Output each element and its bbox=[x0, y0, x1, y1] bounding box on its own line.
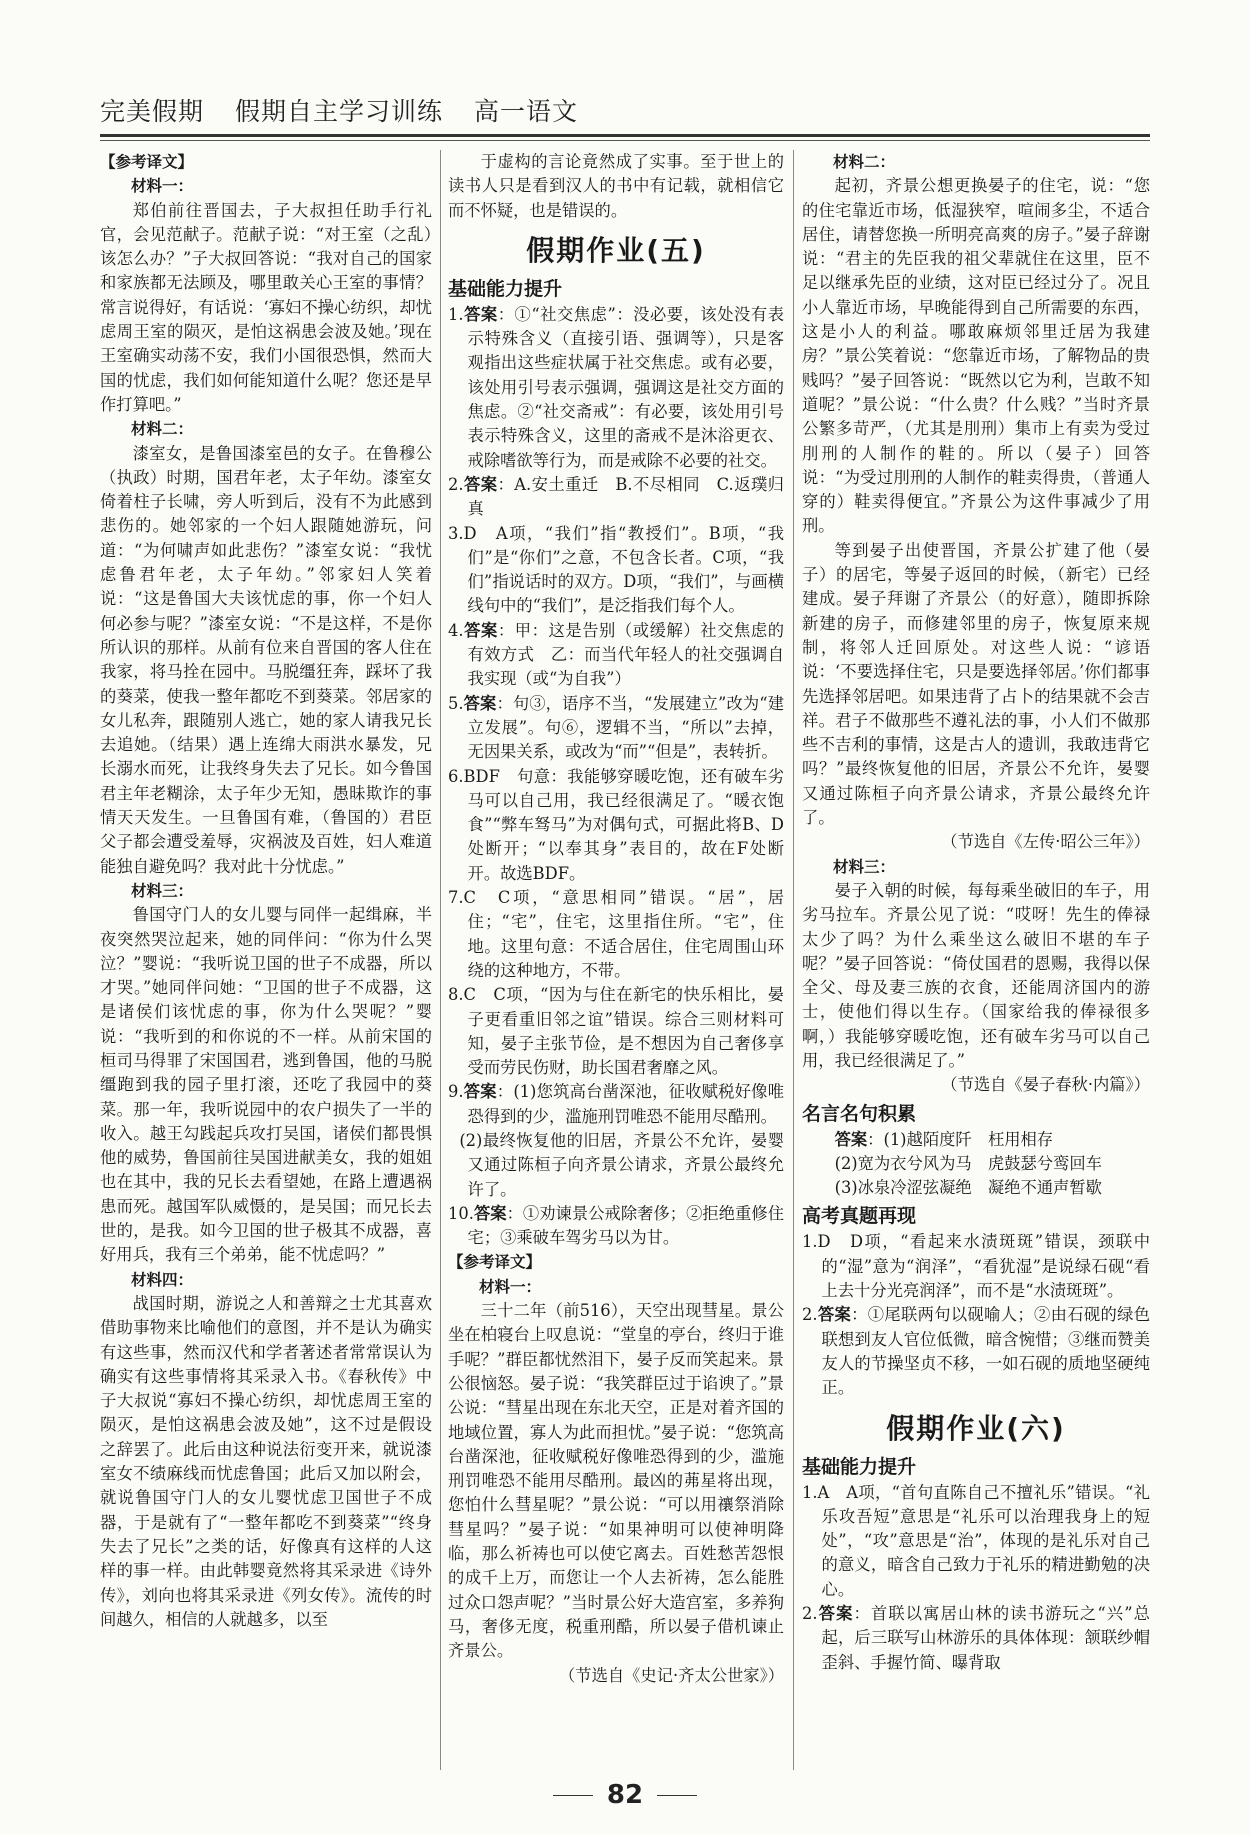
column-1 bbox=[100, 150, 432, 1632]
assignment-title: 假期作业(五) bbox=[526, 233, 706, 267]
header-rule-thick bbox=[100, 134, 1150, 137]
answer-item: 4.答案：甲：这是告别（或缓解）社交焦虑的有效方式 乙：而当代年轻人的社交强调自我实现（或“为自我”） bbox=[448, 620, 784, 689]
reference-translation-title: 【参考译文】 bbox=[448, 1253, 542, 1272]
column-3 bbox=[802, 150, 1150, 1675]
section-heading: 基础能力提升 bbox=[802, 1455, 917, 1478]
answer-item: 5.答案：句③，语序不当，“发展建立”改为“建立发展”。句⑥，逻辑不当，“所以”去掉，无因果关系，或改为“而”“但是”，表转折。 bbox=[448, 693, 784, 762]
answer-item: 6.BDF 句意：我能够穿暖吃饱，还有破车劣马可以自己用，我已经很满足了。“暖衣饱食”“弊车驽马”为对偶句式，可据此将B、D处断开；“以奉其身”表目的，故在F处断开。故选BDF。 bbox=[448, 766, 784, 883]
answer-item: 2.答案：A.安土重迁 B.不尽相同 C.返璞归真 bbox=[448, 474, 784, 519]
answer-item: 2.答案：①尾联两句以砚喻人；②由石砚的绿色联想到友人官位低微，暗含惋惜；③继而赞美友人的节操坚贞不移，一如石砚的质地坚硬纯正。 bbox=[802, 1305, 1150, 1398]
quote-answer: (2)宽为衣兮风为马 虎鼓瑟兮鸾回车 bbox=[834, 1153, 1102, 1173]
material-title: 材料四： bbox=[131, 1270, 194, 1289]
material-text: 起初，齐景公想更换晏子的住宅，说：“您的住宅靠近市场，低湿狭窄，喧闹多尘，不适合居住，请替您换一所明亮高爽的房子。”晏子辞谢说：“君主的先臣我的祖父辈就住在这里，臣不足以继承先臣的业绩，这对臣已经过分了。况且小人靠近市场，早晚能得到自己所需要的东西，这是小人的利益。哪敢麻烦邻里迁居为我建房？”景公笑着说：“您靠近市场，了解物品的贵贱吗？”晏子回答说：“既然以它为利，岂敢不知道呢？”景公说：“什么贵？什么贱？”当时齐景公繁多苛严，（尤其是刖刑）集市上有卖为受过刖刑的人制作的鞋的。所以（晏子）回答说：“为受过刖刑的人制作的鞋卖得贵，（普通人穿的）鞋卖得便宜。”齐景公为这件事减少了用刑。 bbox=[802, 176, 1150, 536]
answer-item: 1.D D项，“看起来水渍斑斑”错误，颈联中的“湿”意为“润泽”，“看犹湿”是说绿石砚“看上去十分光亮润泽”，而不是“水渍斑斑”。 bbox=[802, 1232, 1150, 1301]
material-title: 材料三： bbox=[833, 857, 896, 876]
page-number: 82 bbox=[0, 1780, 1250, 1810]
header-brand: 完美假期 bbox=[100, 97, 205, 126]
material-text: 漆室女，是鲁国漆室邑的女子。在鲁穆公（执政）时期，国君年老，太子年幼。漆室女倚着柱子长啸，旁人听到后，没有不为此感到悲伤的。她邻家的一个妇人跟随她游玩，问道：“为何啸声如此悲伤？”漆室女说：“我忧虑鲁君年老，太子年幼。”邻家妇人笑着说：“这是鲁国大夫该忧虑的事，你一个妇人何必参与呢？”漆室女说：“不是这样，不是你所认识的那样。从前有位来自晋国的客人住在我家，将马拴在园中。马脱缰狂奔，踩坏了我的葵菜，使我一整年都吃不到葵菜。邻居家的女儿私奔，跟随别人逃亡，她的家人请我兄长去追她。（结果）遇上连绵大雨洪水暴发，兄长溺水而死，让我终身失去了兄长。如今鲁国君主年老糊涂，太子年少无知，愚昧欺诈的事情天天发生。一旦鲁国有难，（鲁国的）君臣父子都会遭受羞辱，灾祸波及百姓，妇人难道能独自避免吗？我对此十分忧虑。” bbox=[100, 443, 432, 876]
header-rule-thin bbox=[100, 140, 1150, 141]
material-text: 战国时期，游说之人和善辩之士尤其喜欢借助事物来比喻他们的意图，并不是认为确实有这些事，然而汉代和学者著述者常常误认为确实有这些事情将其采录入书。《春秋传》中子大叔说“寡妇不操心纺织，却忧虑周王室的陨灭，是怕这祸患会波及她”，这不过是假设之辞罢了。此后由这种说法衍变开来，就说漆室女不绩麻线而忧虑鲁国；此后又加以附会，就说鲁国守门人的女儿婴忧虑卫国世子不成器，于是就有了“一整年都吃不到葵菜”“终身失去了兄长”之类的话，好像真有这样的人这样的事一样。由此韩婴竟然将其采录进《诗外传》，刘向也将其采录进《列女传》。流传的时间越久，相信的人就越多，以至 bbox=[100, 1293, 432, 1629]
section-heading: 名言名句积累 bbox=[802, 1102, 917, 1125]
material-text: 晏子入朝的时候，每每乘坐破旧的车子，用劣马拉车。齐景公见了说：“哎呀！先生的俸禄太少了吗？为什么乘坐这么破旧不堪的车子呢？”晏子回答说：“倚仗国君的恩赐，我得以保全父、母及妻三族的衣食，还能周济国内的游士，使他们得以生存。（国家给我的俸禄很多啊，）我能够穿暖吃饱，还有破车劣马可以自己用，我已经很满足了。” bbox=[802, 880, 1150, 1070]
material-text: 三十二年（前516），天空出现彗星。景公坐在柏寝台上叹息说：“堂皇的亭台，终归于谁手呢？”群臣都忧然泪下，晏子反而笑起来。景公很恼怒。晏子说：“我笑群臣过于谄谀了。”景公说：“彗星出现在东北天空，正是对着齐国的地域位置，寡人为此而担忧。”晏子说：“您筑高台凿深池，征收赋税好像唯恐得到的少，滥施刑罚唯恐不能用尽酷刑。最凶的茀星将出现，您怕什么彗星呢？”景公说：“可以用禳祭消除彗星吗？”晏子说：“如果神明可以使神明降临，那么祈祷也可以使它离去。百姓愁苦怨恨的成千上万，而您让一个人去祈祷，怎么能胜过众口怨声呢？”当时景公好大造宫室，多养狗马，奢侈无度，税重刑酷，所以晏子借机谏止齐景公。 bbox=[448, 1301, 784, 1661]
page-number-dash-left bbox=[553, 1795, 593, 1796]
material-title: 材料三： bbox=[131, 881, 194, 900]
material-text: 等到晏子出使晋国，齐景公扩建了他（晏子）的居宅，等晏子返回的时候，（新宅）已经建成。晏子拜谢了齐景公（的好意），随即拆除新建的房子，而修建邻里的房子，恢复原来规制，将邻人迁回原处。对这些人说：“谚语说：‘不要选择住宅，只是要选择邻居。’你们都事先选择邻居吧。如果违背了占卜的结果就不会吉祥。君子不做那些不遵礼法的事，小人们不做那些不吉利的事情，这是古人的遗训，我敢违背它吗？”最终恢复他的旧居，齐景公不允许，晏婴又通过陈桓子向齐景公请求，齐景公最终允许了。 bbox=[802, 540, 1150, 828]
answer-item: 2.答案：首联以寓居山林的读书游玩之“兴”总起，后三联写山林游乐的具体体现：颔联纱帽歪斜、手握竹简、曝背取 bbox=[802, 1604, 1150, 1672]
header-subject: 高一语文 bbox=[473, 97, 578, 126]
answer-item: 3.D A项，“我们”指“教授们”。B项，“我们”是“你们”之意，不包含长者。C项，“我们”指说话时的双方。D项，“我们”，与画横线句中的“我们”，是泛指我们每个人。 bbox=[448, 523, 784, 616]
running-header bbox=[100, 92, 1150, 128]
material-text: 郑伯前往晋国去，子大叔担任助手行礼官，会见范献子。范献子说：“对王室（之乱）该怎么办？”子大叔回答说：“我对自己的国家和家族都无法顾及，哪里敢关心王室的事情？常言说得好，有话说：‘寡妇不操心纺织，却忧虑周王室的陨灭，是怕这祸患会波及她。’现在王室确实动荡不安，我们小国很恐惧，然而大国的忧虑，我们如何能知道什么呢？您还是早作打算吧。” bbox=[100, 200, 432, 414]
column-divider bbox=[440, 150, 441, 1770]
continued-text: 于虚构的言论竟然成了实事。至于世上的读书人只是看到汉人的书中有记载，就相信它而不怀疑，也是错误的。 bbox=[448, 152, 784, 220]
section-heading: 高考真题再现 bbox=[802, 1205, 917, 1228]
reference-translation-title: 【参考译文】 bbox=[100, 153, 194, 171]
header-series: 假期自主学习训练 bbox=[234, 97, 443, 126]
page-number-dash-right bbox=[657, 1795, 697, 1796]
source-citation: （节选自《左传·昭公三年》） bbox=[941, 832, 1150, 852]
quote-answer: (3)冰泉冷涩弦凝绝 凝绝不通声暂歇 bbox=[834, 1178, 1102, 1198]
material-title: 材料二： bbox=[833, 153, 896, 171]
column-2 bbox=[448, 150, 784, 1688]
material-title: 材料一： bbox=[479, 1277, 542, 1296]
source-citation: （节选自《史记·齐太公世家》） bbox=[559, 1665, 784, 1685]
answer-item: 9.答案：(1)您筑高台凿深池，征收赋税好像唯恐得到的少，滥施刑罚唯恐不能用尽酷刑。 bbox=[448, 1082, 784, 1126]
section-heading: 基础能力提升 bbox=[448, 277, 563, 300]
answer-item: 8.C C项，“因为与住在新宅的快乐相比，晏子更看重旧邻之谊”错误。综合三则材料可知，晏子主张节俭，是不想因为自己奢侈享受而劳民伤财，助长国君奢靡之风。 bbox=[448, 985, 784, 1078]
assignment-title: 假期作业(六) bbox=[886, 1411, 1066, 1445]
answer-item: 10.答案：①劝谏景公戒除奢侈；②拒绝重修住宅；③乘破车驾劣马以为甘。 bbox=[448, 1203, 784, 1248]
answer-item: 1.A A项，“首句直陈自己不擅礼乐”错误。“礼乐攻吾短”意思是“礼乐可以治理我身上的短处”，“攻”意思是“治”，体现的是礼乐对自己的意义，暗含自己致力于礼乐的精进勤勉的决心。 bbox=[802, 1482, 1150, 1599]
material-title: 材料一： bbox=[131, 177, 194, 196]
answer-item: (2)最终恢复他的旧居，齐景公不允许，晏婴又通过陈桓子向齐景公请求，齐景公最终允许了。 bbox=[459, 1130, 784, 1199]
source-citation: （节选自《晏子春秋·内篇》） bbox=[941, 1075, 1150, 1095]
material-text: 鲁国守门人的女儿婴与同伴一起缉麻，半夜突然哭泣起来，她的同伴问：“你为什么哭泣？”婴说：“我听说卫国的世子不成器，所以才哭。”她同伴问她：“卫国的世子不成器，这是诸侯们该忧虑的事，你为什么哭呢？”婴说：“我听到的和你说的不一样。从前宋国的桓司马得罪了宋国国君，逃到鲁国，他的马脱缰跑到我的园子里打滚，还吃了我园中的葵菜。那一年，我听说园中的农户损失了一半的收入。越王勾践起兵攻打吴国，诸侯们都畏惧他的威势，鲁国前往吴国进献美女，我的姐姐也在其中，我的兄长去看望她，在路上遭遇祸患而死。越国军队威慑的，是吴国；而兄长去世的，是我。如今卫国的世子极其不成器，喜好用兵，我有三个弟弟，能不忧虑吗？” bbox=[100, 905, 432, 1265]
answer-item: 1.答案：①“社交焦虑”：没必要，该处没有表示特殊含义（直接引语、强调等），只是客观指出这些症状属于社交焦虑。或有必要，该处用引号表示强调，强调这是社交方面的焦虑。②“社交斋戒”：有必要，该处用引号表示特殊含义，这里的斋戒不是沐浴更衣、戒除嗜欲等行为，而是戒除不必要的社交。 bbox=[448, 304, 784, 470]
material-title: 材料二： bbox=[131, 420, 194, 439]
answer-item: 7.C C项，“意思相同”错误。“居”，居住；“宅”，住宅，这里指住所。“宅”，住地。这里句意：不适合居住，住宅周围山环绕的这种地方，不带。 bbox=[448, 888, 784, 980]
column-divider bbox=[793, 150, 794, 1770]
quote-answer: 答案：(1)越陌度阡 枉用相存 bbox=[834, 1129, 1054, 1149]
